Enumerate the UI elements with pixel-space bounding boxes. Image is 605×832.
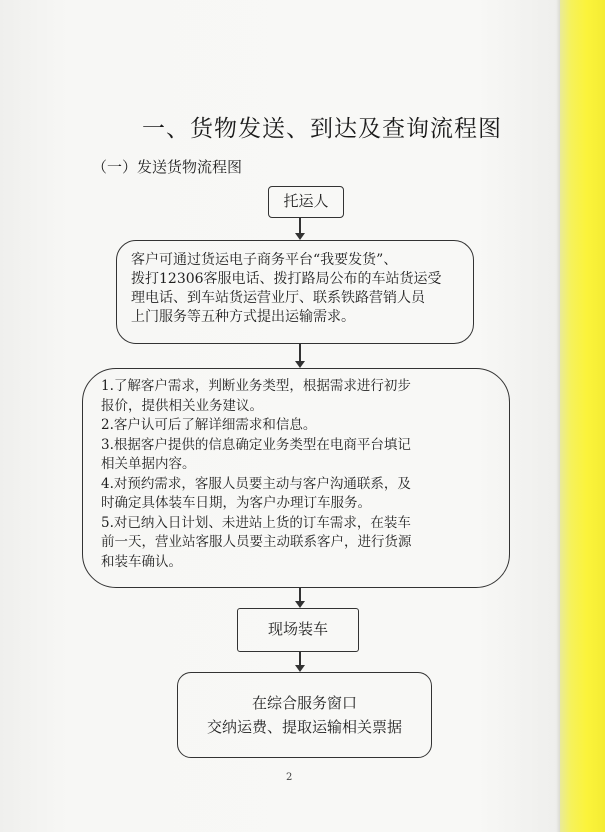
flow-arrow-4: [299, 652, 301, 666]
shipper-box: 托运人: [268, 186, 344, 218]
page-title: 一、货物发送、到达及查询流程图: [142, 116, 502, 142]
step-5: 5.对已纳入日计划、未进站上货的订车需求，在装车 前一天，营业站客服人员要主动联系客户，进行货源 和装车确认。: [101, 514, 412, 570]
process-steps-box: [82, 368, 510, 588]
service-window-line-1: 在综合服务窗口: [251, 694, 357, 712]
section-subtitle: （一）发送货物流程图: [92, 158, 243, 176]
step-1: 1.了解客户需求，判断业务类型，根据需求进行初步 报价，提供相关业务建议。: [101, 378, 411, 414]
service-window-line-2: 交纳运费、提取运输相关票据: [206, 718, 402, 736]
step-2: 2.客户认可后了解详细需求和信息。: [101, 417, 317, 433]
yellow-edge-strip: [560, 0, 605, 832]
service-window-box: [177, 672, 432, 758]
request-box: 客户可通过货运电子商务平台“我要发货”、 拨打12306客服电话、拨打路局公布的车站货运受 理电话、到车站货运营业厅、联系铁路营销人员 上门服务等五种方式提出运输需求。: [116, 240, 474, 344]
flow-arrow-3: [299, 588, 301, 602]
step-4: 4.对预约需求，客服人员要主动与客户沟通联系，及 时确定具体装车日期，为客户办理订车服务。: [101, 475, 411, 511]
page-number: 2: [286, 772, 293, 783]
step-3: 3.根据客户提供的信息确定业务类型在电商平台填记 相关单据内容。: [101, 436, 411, 472]
flow-arrow-2: [299, 344, 301, 362]
flow-arrow-1: [299, 218, 301, 234]
onsite-loading-box: 现场装车: [237, 608, 359, 652]
